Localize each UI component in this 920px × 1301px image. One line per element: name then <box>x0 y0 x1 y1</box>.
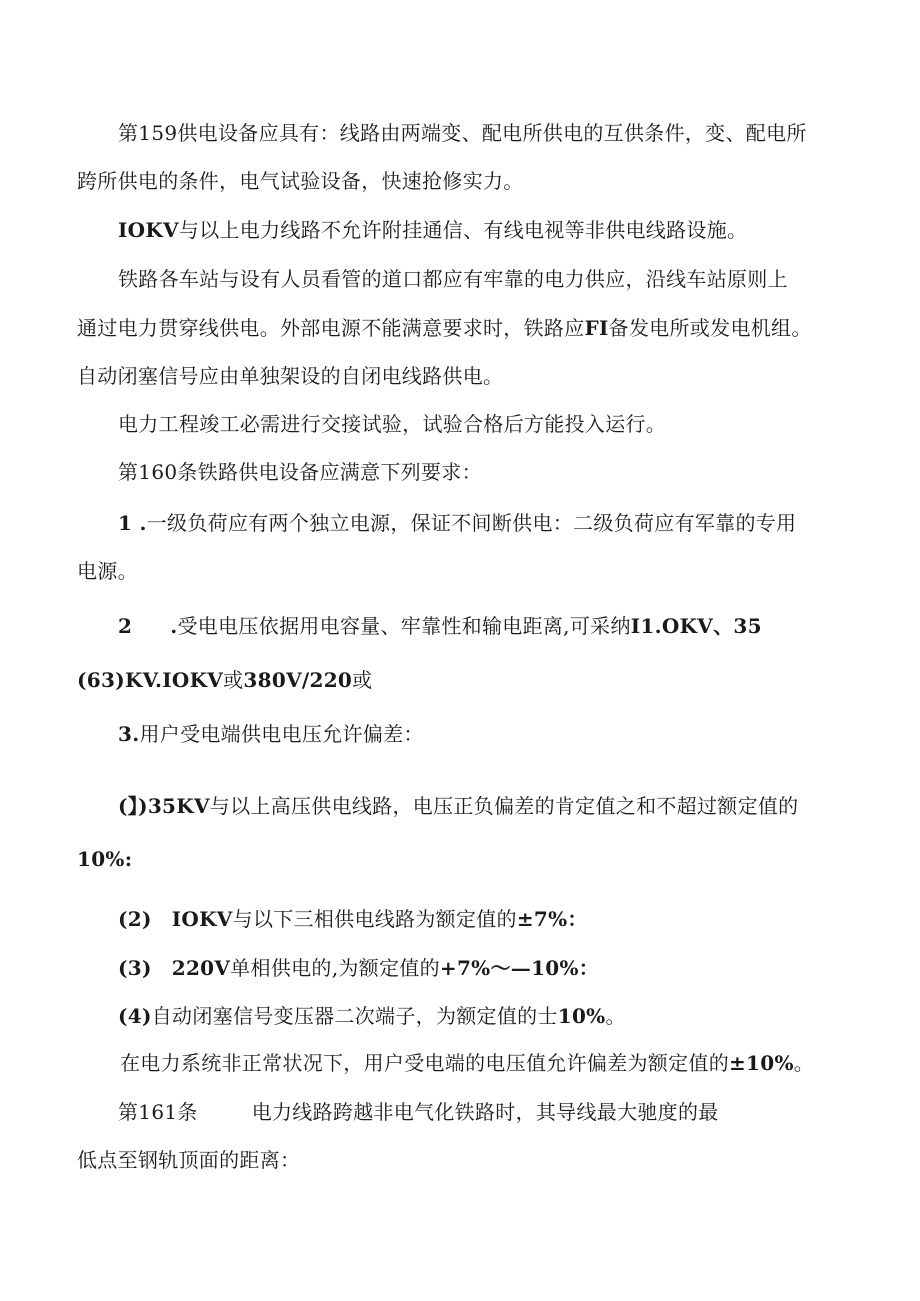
text-run: 备发电所或发电机组。 <box>608 316 812 340</box>
text-run: 第159供电设备应具有：线路由两端变、配电所供电的互供条件，变、配电所 <box>118 121 807 145</box>
text-run: 。 <box>793 1051 815 1075</box>
list-item-line <box>118 1004 626 1028</box>
text-run: 低点至钢轨顶面的距离： <box>77 1148 301 1172</box>
text-run: 单相供电的,为额定值的 <box>230 956 440 980</box>
text-run: 第160条铁路供电设备应满意下列要求： <box>118 460 482 484</box>
text-run: 与以下三相供电线路为额定值的 <box>232 907 517 931</box>
list-number: (4) <box>118 1004 152 1028</box>
text-run: ±7%： <box>516 907 588 931</box>
text-run: 。 <box>605 1004 626 1028</box>
paragraph-line <box>118 267 788 291</box>
text-run: 自动闭塞信号变压器二次端子，为额定值的士 <box>151 1004 558 1028</box>
text-run: +7%～—10%： <box>439 956 600 980</box>
paragraph-line <box>77 169 524 193</box>
text-run: 在电力系统非正常状况下，用户受电端的电压值允许偏差为额定值的 <box>120 1051 729 1075</box>
list-number: 2 <box>118 614 133 638</box>
paragraph-line <box>77 1148 300 1172</box>
text-run: 或 <box>352 668 373 692</box>
paragraph-line <box>77 559 138 583</box>
text-run: 10% <box>557 1004 606 1028</box>
paragraph-line <box>77 847 132 871</box>
text-run: 10%: <box>77 847 133 871</box>
text-run: . <box>170 614 178 638</box>
text-run: 380V/220 <box>243 668 353 692</box>
text-run: 铁路各车站与设有人员看管的道口都应有牢靠的电力供应，沿线车站原则上 <box>118 267 788 291</box>
text-run: 通过电力贯穿线供电。外部电源不能满意要求时，铁路应 <box>77 316 585 340</box>
text-run: IOKV <box>171 907 233 931</box>
list-item-line <box>118 794 798 818</box>
text-run: 自动闭塞信号应由单独架设的自闭电线路供电。 <box>77 364 504 388</box>
paragraph-line <box>118 412 666 436</box>
text-run: 220V <box>171 956 231 980</box>
text-run: (】)35KV <box>118 794 210 818</box>
text-run: 与以上电力线路不允许附挂通信、有线电视等非供电线路设施。 <box>178 218 748 242</box>
paragraph-line <box>77 316 812 340</box>
list-number: (2) <box>118 907 152 931</box>
text-run: 与以上高压供电线路，电压正负偏差的肯定值之和不超过额定值的 <box>209 794 799 818</box>
text-run: ±10% <box>729 1051 794 1075</box>
text-run: 受电电压依据用电容量、牢靠性和输电距离,可采纳 <box>177 614 631 638</box>
list-number: 1 . <box>118 511 147 535</box>
text-run: 一级负荷应有两个独立电源，保证不间断供电：二级负荷应有军靠的专用 <box>146 511 797 535</box>
text-run: (63)KV.IOKV <box>77 668 224 692</box>
list-item-line <box>118 907 588 931</box>
text-run: 用户受电端供电电压允许偏差： <box>139 722 424 746</box>
text-run: 或 <box>223 668 244 692</box>
paragraph-line <box>77 668 372 692</box>
list-item-line <box>118 614 762 638</box>
text-run: 电力工程竣工必需进行交接试验，试验合格后方能投入运行。 <box>118 412 667 436</box>
paragraph-line <box>120 1051 814 1075</box>
article-number: 第161条 <box>118 1100 198 1124</box>
list-item-line <box>118 722 424 746</box>
list-number: 3. <box>118 722 140 746</box>
list-item-line <box>118 511 796 535</box>
paragraph-line <box>118 121 807 145</box>
text-run: FI <box>584 316 609 340</box>
text-run: I1.OKV、35 <box>630 614 762 638</box>
text-run: IOKV <box>118 218 179 242</box>
paragraph-line <box>118 460 482 484</box>
list-number: (3) <box>118 956 152 980</box>
list-item-line <box>118 956 599 980</box>
text-run: 电力线路跨越非电气化铁路时，其导线最大驰度的最 <box>251 1100 719 1124</box>
paragraph-line <box>77 364 503 388</box>
paragraph-line <box>118 1100 719 1124</box>
text-run: 跨所供电的条件，电气试验设备，快速抢修实力。 <box>77 169 524 193</box>
text-run: 电源。 <box>77 559 138 583</box>
paragraph-line <box>118 218 747 242</box>
